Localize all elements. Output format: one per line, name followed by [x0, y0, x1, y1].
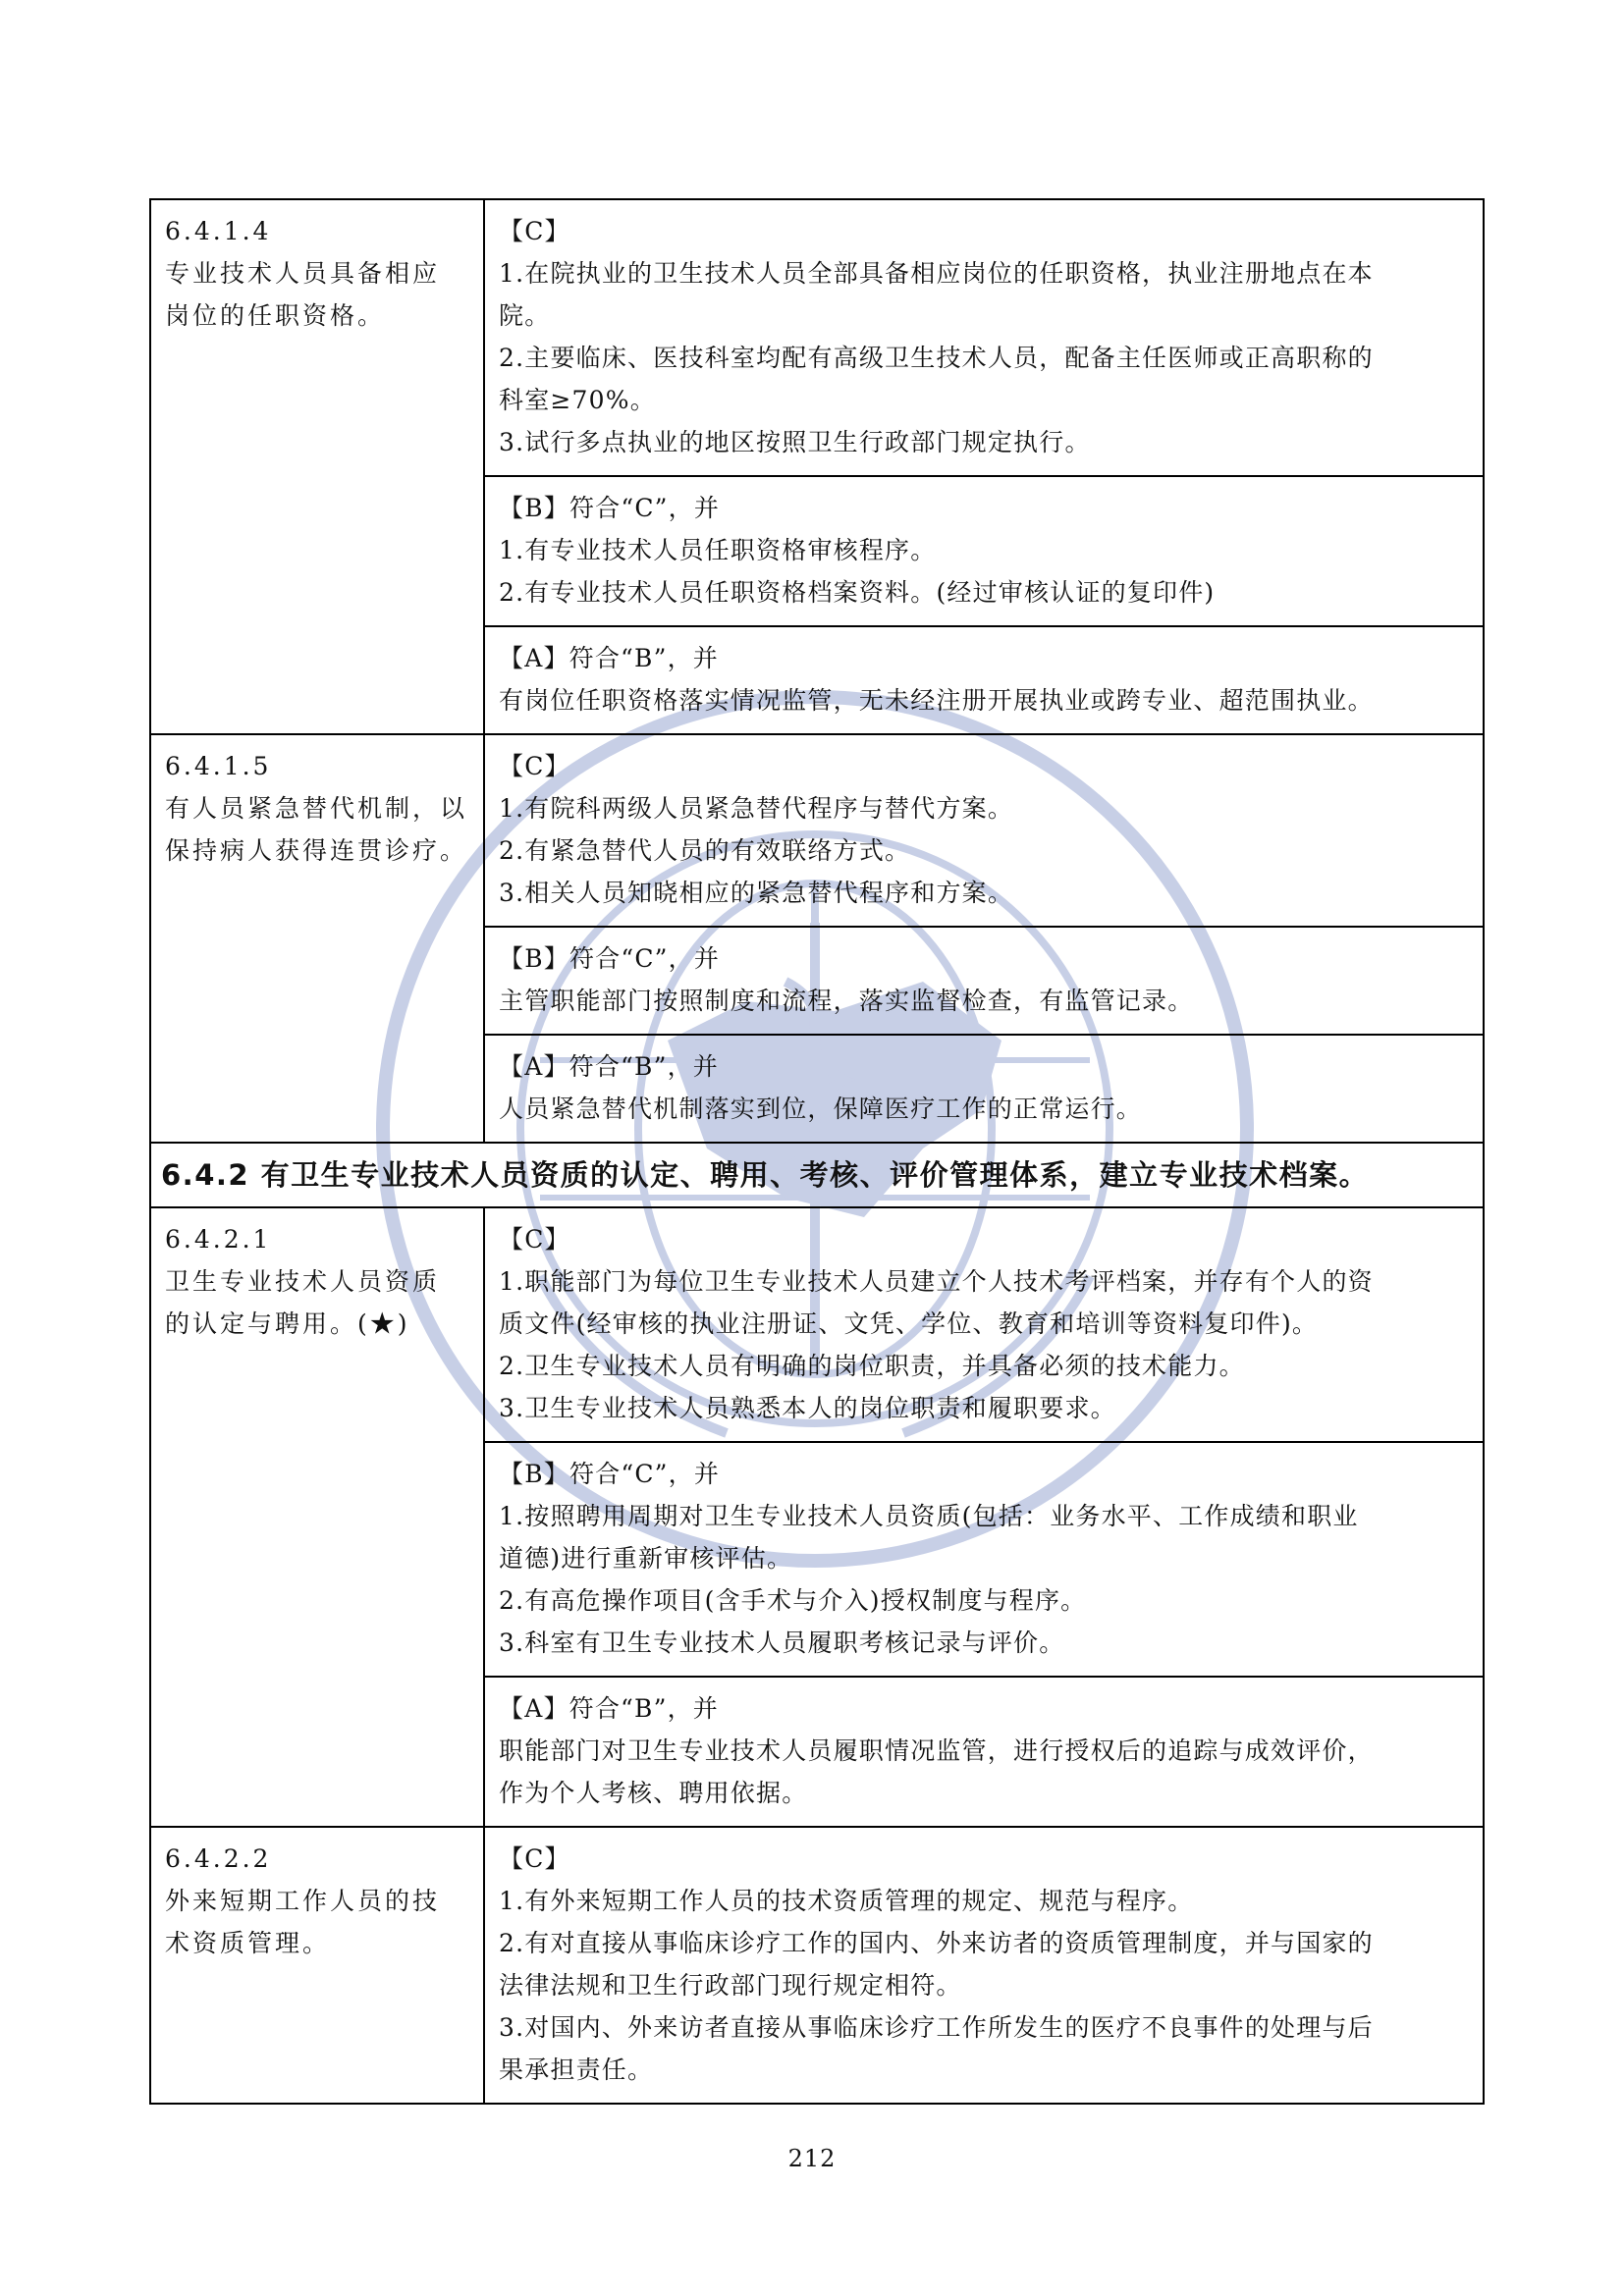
item-title-line: 外来短期工作人员的技: [165, 1887, 441, 1915]
criteria-row: [150, 1827, 1484, 2104]
rating-text-line: 有岗位任职资格落实情况监管，无未经注册开展执业或跨专业、超范围执业。: [499, 686, 1374, 715]
rating-text-line: 质文件(经审核的执业注册证、文凭、学位、教育和培训等资料复印件)。: [499, 1309, 1319, 1338]
rating-text-line: 2.卫生专业技术人员有明确的岗位职责，并具备必须的技术能力。: [499, 1352, 1245, 1380]
item-number: 6.4.2.2: [165, 1844, 272, 1873]
item-cell: [150, 199, 484, 734]
item-cell: [150, 1827, 484, 2104]
section-row: [150, 1143, 1484, 1207]
rating-text-line: 果承担责任。: [499, 2056, 654, 2084]
item-number: 6.4.2.1: [165, 1225, 272, 1254]
standards-table: [149, 198, 1485, 2105]
rating-text-line: 1.有外来短期工作人员的技术资质管理的规定、规范与程序。: [499, 1887, 1194, 1915]
page-number: 212: [787, 2145, 837, 2172]
rating-level-label: 【C】: [499, 217, 570, 245]
rating-text-line: 职能部门对卫生专业技术人员履职情况监管，进行授权后的追踪与成效评价，: [499, 1736, 1374, 1765]
rating-cell: [484, 1035, 1484, 1143]
rating-text-line: 道德)进行重新审核评估。: [499, 1544, 793, 1573]
rating-level-label: 【C】: [499, 752, 570, 780]
rating-text-line: 法律法规和卫生行政部门现行规定相符。: [499, 1971, 962, 2000]
rating-text-line: 3.相关人员知晓相应的紧急替代程序和方案。: [499, 879, 1014, 907]
rating-level-label: 【C】: [499, 1225, 570, 1254]
rating-cell: [484, 476, 1484, 626]
rating-text-line: 3.对国内、外来访者直接从事临床诊疗工作所发生的医疗不良事件的处理与后: [499, 2013, 1374, 2042]
section-heading: 6.4.2 有卫生专业技术人员资质的认定、聘用、考核、评价管理体系，建立专业技术档案。: [161, 1158, 1370, 1192]
rating-cell: [484, 199, 1484, 476]
rating-cell: [484, 734, 1484, 927]
rating-text-line: 2.有对直接从事临床诊疗工作的国内、外来访者的资质管理制度，并与国家的: [499, 1929, 1374, 1957]
item-title-line: 保持病人获得连贯诊疗。: [165, 836, 468, 865]
rating-text-line: 1.按照聘用周期对卫生专业技术人员资质(包括：业务水平、工作成绩和职业: [499, 1502, 1359, 1530]
rating-text-line: 1.在院执业的卫生技术人员全部具备相应岗位的任职资格，执业注册地点在本: [499, 259, 1374, 288]
criteria-row: [150, 1207, 1484, 1442]
rating-cell: [484, 927, 1484, 1035]
item-cell: [150, 1207, 484, 1827]
rating-text-line: 2.有专业技术人员任职资格档案资料。(经过审核认证的复印件): [499, 578, 1216, 607]
rating-text-line: 2.有高危操作项目(含手术与介入)授权制度与程序。: [499, 1586, 1087, 1615]
rating-level-label: 【C】: [499, 1844, 570, 1873]
section-cell: [150, 1143, 1484, 1207]
rating-level-label: 【A】符合“B”，并: [499, 644, 719, 672]
item-title-line: 的认定与聘用。(★): [165, 1309, 410, 1338]
rating-level-label: 【B】符合“C”，并: [499, 1460, 721, 1488]
rating-cell: [484, 1442, 1484, 1677]
item-title-line: 岗位的任职资格。: [165, 301, 386, 330]
item-cell: [150, 734, 484, 1143]
rating-text-line: 3.试行多点执业的地区按照卫生行政部门规定执行。: [499, 428, 1091, 456]
rating-text-line: 院。: [499, 301, 551, 330]
rating-text-line: 3.科室有卫生专业技术人员履职考核记录与评价。: [499, 1629, 1065, 1657]
rating-level-label: 【B】符合“C”，并: [499, 944, 721, 973]
rating-text-line: 人员紧急替代机制落实到位，保障医疗工作的正常运行。: [499, 1095, 1143, 1123]
rating-text-line: 1.职能部门为每位卫生专业技术人员建立个人技术考评档案，并存有个人的资: [499, 1267, 1374, 1296]
rating-level-label: 【A】符合“B”，并: [499, 1052, 719, 1081]
criteria-row: [150, 734, 1484, 927]
item-number: 6.4.1.5: [165, 752, 272, 780]
item-title-line: 有人员紧急替代机制，以: [165, 794, 468, 823]
item-number: 6.4.1.4: [165, 217, 272, 245]
rating-cell: [484, 1827, 1484, 2104]
rating-text-line: 2.有紧急替代人员的有效联络方式。: [499, 836, 911, 865]
rating-level-label: 【A】符合“B”，并: [499, 1694, 719, 1723]
rating-cell: [484, 1677, 1484, 1827]
item-title-line: 术资质管理。: [165, 1929, 331, 1957]
rating-text-line: 1.有专业技术人员任职资格审核程序。: [499, 536, 937, 564]
item-title-line: 专业技术人员具备相应: [165, 259, 441, 288]
rating-text-line: 3.卫生专业技术人员熟悉本人的岗位职责和履职要求。: [499, 1394, 1116, 1422]
rating-cell: [484, 626, 1484, 734]
rating-text-line: 1.有院科两级人员紧急替代程序与替代方案。: [499, 794, 1014, 823]
rating-text-line: 作为个人考核、聘用依据。: [499, 1779, 808, 1807]
rating-text-line: 2.主要临床、医技科室均配有高级卫生技术人员，配备主任医师或正高职称的: [499, 344, 1374, 372]
rating-text-line: 主管职能部门按照制度和流程，落实监督检查，有监管记录。: [499, 987, 1194, 1015]
criteria-row: [150, 199, 1484, 476]
rating-text-line: 科室≥70%。: [499, 386, 656, 414]
rating-level-label: 【B】符合“C”，并: [499, 494, 721, 522]
item-title-line: 卫生专业技术人员资质: [165, 1267, 441, 1296]
rating-cell: [484, 1207, 1484, 1442]
